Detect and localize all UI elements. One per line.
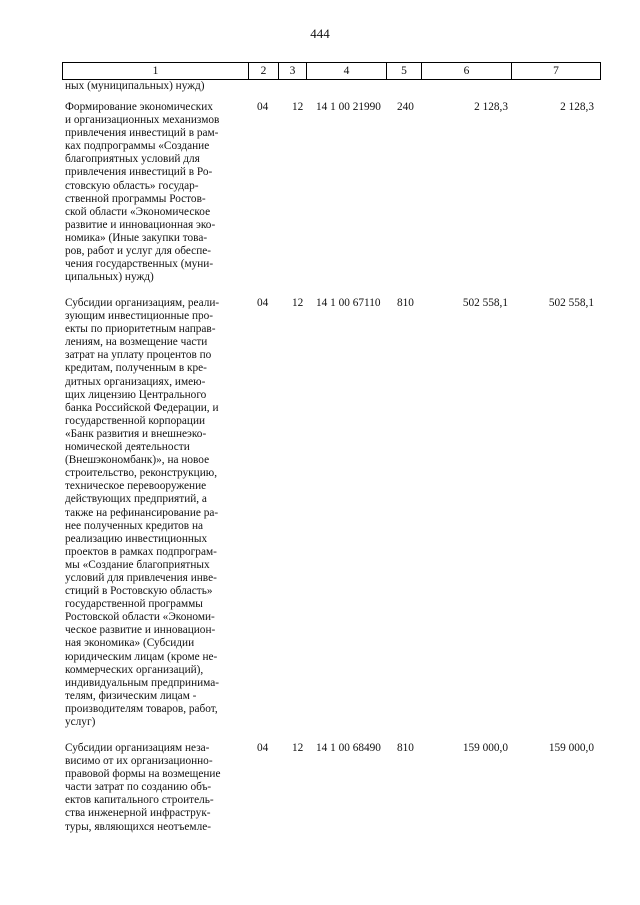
description-line: строительство, реконструкцию, [65, 467, 218, 480]
section-code: 04 [257, 101, 269, 113]
amount-col-7: 502 558,1 [548, 297, 594, 309]
description-line: ципальных) нужд) [65, 271, 154, 284]
target-article-code: 14 1 00 67110 [316, 297, 381, 309]
description-line: действующих предприятий, а [65, 493, 207, 506]
description-line: нее полученных кредитов на [65, 519, 204, 532]
description-line: номика» (Иные закупки това- [65, 231, 208, 244]
column-header-1: 1 [63, 63, 249, 80]
description-line: стиций в Ростовскую область» [65, 585, 213, 598]
description-line: банка Российской Федерации, и [65, 401, 219, 414]
column-header-2: 2 [249, 63, 279, 80]
subsection-code: 12 [292, 742, 304, 754]
description-line: лениям, на возмещение части [65, 336, 208, 349]
description-line: Формирование экономических [65, 101, 213, 113]
description-line: реализацию инвестиционных [65, 532, 208, 545]
description-line: правовой формы на возмещение [65, 768, 221, 781]
target-article-code: 14 1 00 68490 [316, 742, 381, 754]
description-line: условий для привлечения инве- [65, 571, 217, 584]
description-line: развитие и инновационная эко- [65, 218, 216, 231]
amount-col-6: 502 558,1 [462, 297, 508, 309]
row-description [65, 742, 247, 834]
subsection-code: 12 [292, 297, 304, 309]
column-header-3: 3 [279, 63, 307, 80]
description-line: ках подпрограммы «Создание [65, 140, 210, 153]
expense-type-code: 810 [397, 742, 414, 754]
column-header-5: 5 [387, 63, 422, 80]
description-line: чения государственных (муни- [65, 258, 214, 271]
description-line: части затрат по созданию объ- [65, 781, 212, 794]
description-line: юридическим лицам (кроме не- [65, 650, 218, 663]
amount-col-6: 159 000,0 [462, 742, 508, 754]
expense-type-code: 810 [397, 297, 414, 309]
expense-type-code: 240 [397, 101, 414, 113]
section-code: 04 [257, 297, 269, 309]
description-line: индивидуальным предпринима- [65, 676, 220, 689]
description-line: (Внешэкономбанк)», на новое [65, 454, 210, 467]
description-line: ственной программы Ростов- [65, 192, 206, 205]
page-number: 444 [310, 26, 330, 41]
description-line: услуг) [65, 716, 96, 728]
description-line: коммерческих организаций), [65, 663, 204, 676]
description-line: Субсидии организациям неза- [65, 742, 210, 754]
description-line: екты по приоритетным направ- [65, 323, 216, 336]
description-line: проектов в рамках подпрограм- [65, 545, 217, 558]
column-header-row [62, 62, 601, 80]
column-header-7: 7 [512, 63, 601, 80]
amount-col-7: 159 000,0 [548, 742, 594, 754]
description-line: ской области «Экономическое [65, 205, 211, 218]
description-line: дитных организациях, имею- [65, 375, 206, 388]
description-line: и организационных механизмов [65, 114, 220, 127]
description-line: государственной программы [65, 598, 203, 611]
section-code: 04 [257, 742, 269, 754]
description-line: затрат на уплату процентов по [65, 349, 212, 362]
amount-col-7: 2 128,3 [560, 101, 594, 113]
description-line: государственной корпорации [65, 414, 206, 427]
amount-col-6: 2 128,3 [474, 101, 508, 113]
description-line: ческое развитие и инновацион- [65, 624, 216, 637]
description-line: мы «Создание благоприятных [65, 558, 210, 571]
description-line: производителям товаров, работ, [65, 702, 218, 715]
description-line: привлечения инвестиций в рам- [65, 127, 219, 140]
target-article-code: 14 1 00 21990 [316, 101, 381, 113]
row-description [65, 297, 247, 729]
description-line: ров, работ и услуг для обеспе- [65, 245, 212, 258]
description-line: также на рефинансирование ра- [65, 506, 219, 519]
row-description [65, 101, 247, 284]
continuation-text: ных (муниципальных) нужд) [65, 80, 205, 92]
description-line: телям, физическим лицам - [65, 689, 197, 702]
column-header-6: 6 [422, 63, 512, 80]
description-line: Субсидии организациям, реали- [65, 297, 220, 309]
description-line: номической деятельности [65, 441, 190, 454]
description-line: привлечения инвестиций в Ро- [65, 166, 213, 179]
description-line: зующим инвестиционные про- [65, 310, 214, 323]
description-line: стовскую область» государ- [65, 179, 199, 192]
description-line: техническое перевооружение [65, 480, 207, 493]
subsection-code: 12 [292, 101, 304, 113]
description-line: ная экономика» (Субсидии [65, 637, 195, 650]
description-line: Ростовской области «Экономи- [65, 611, 215, 624]
description-line: кредитам, полученным в кре- [65, 362, 207, 375]
column-header-4: 4 [307, 63, 387, 80]
description-line: благоприятных условий для [65, 153, 200, 166]
description-line: туры, являющихся неотъемле- [65, 820, 211, 833]
description-line: «Банк развития и внешнеэко- [65, 427, 207, 440]
description-line: ства инженерной инфраструк- [65, 807, 211, 820]
description-line: висимо от их организационно- [65, 755, 213, 768]
description-line: ектов капитального строитель- [65, 794, 214, 807]
description-line: щих лицензию Центрального [65, 388, 207, 401]
